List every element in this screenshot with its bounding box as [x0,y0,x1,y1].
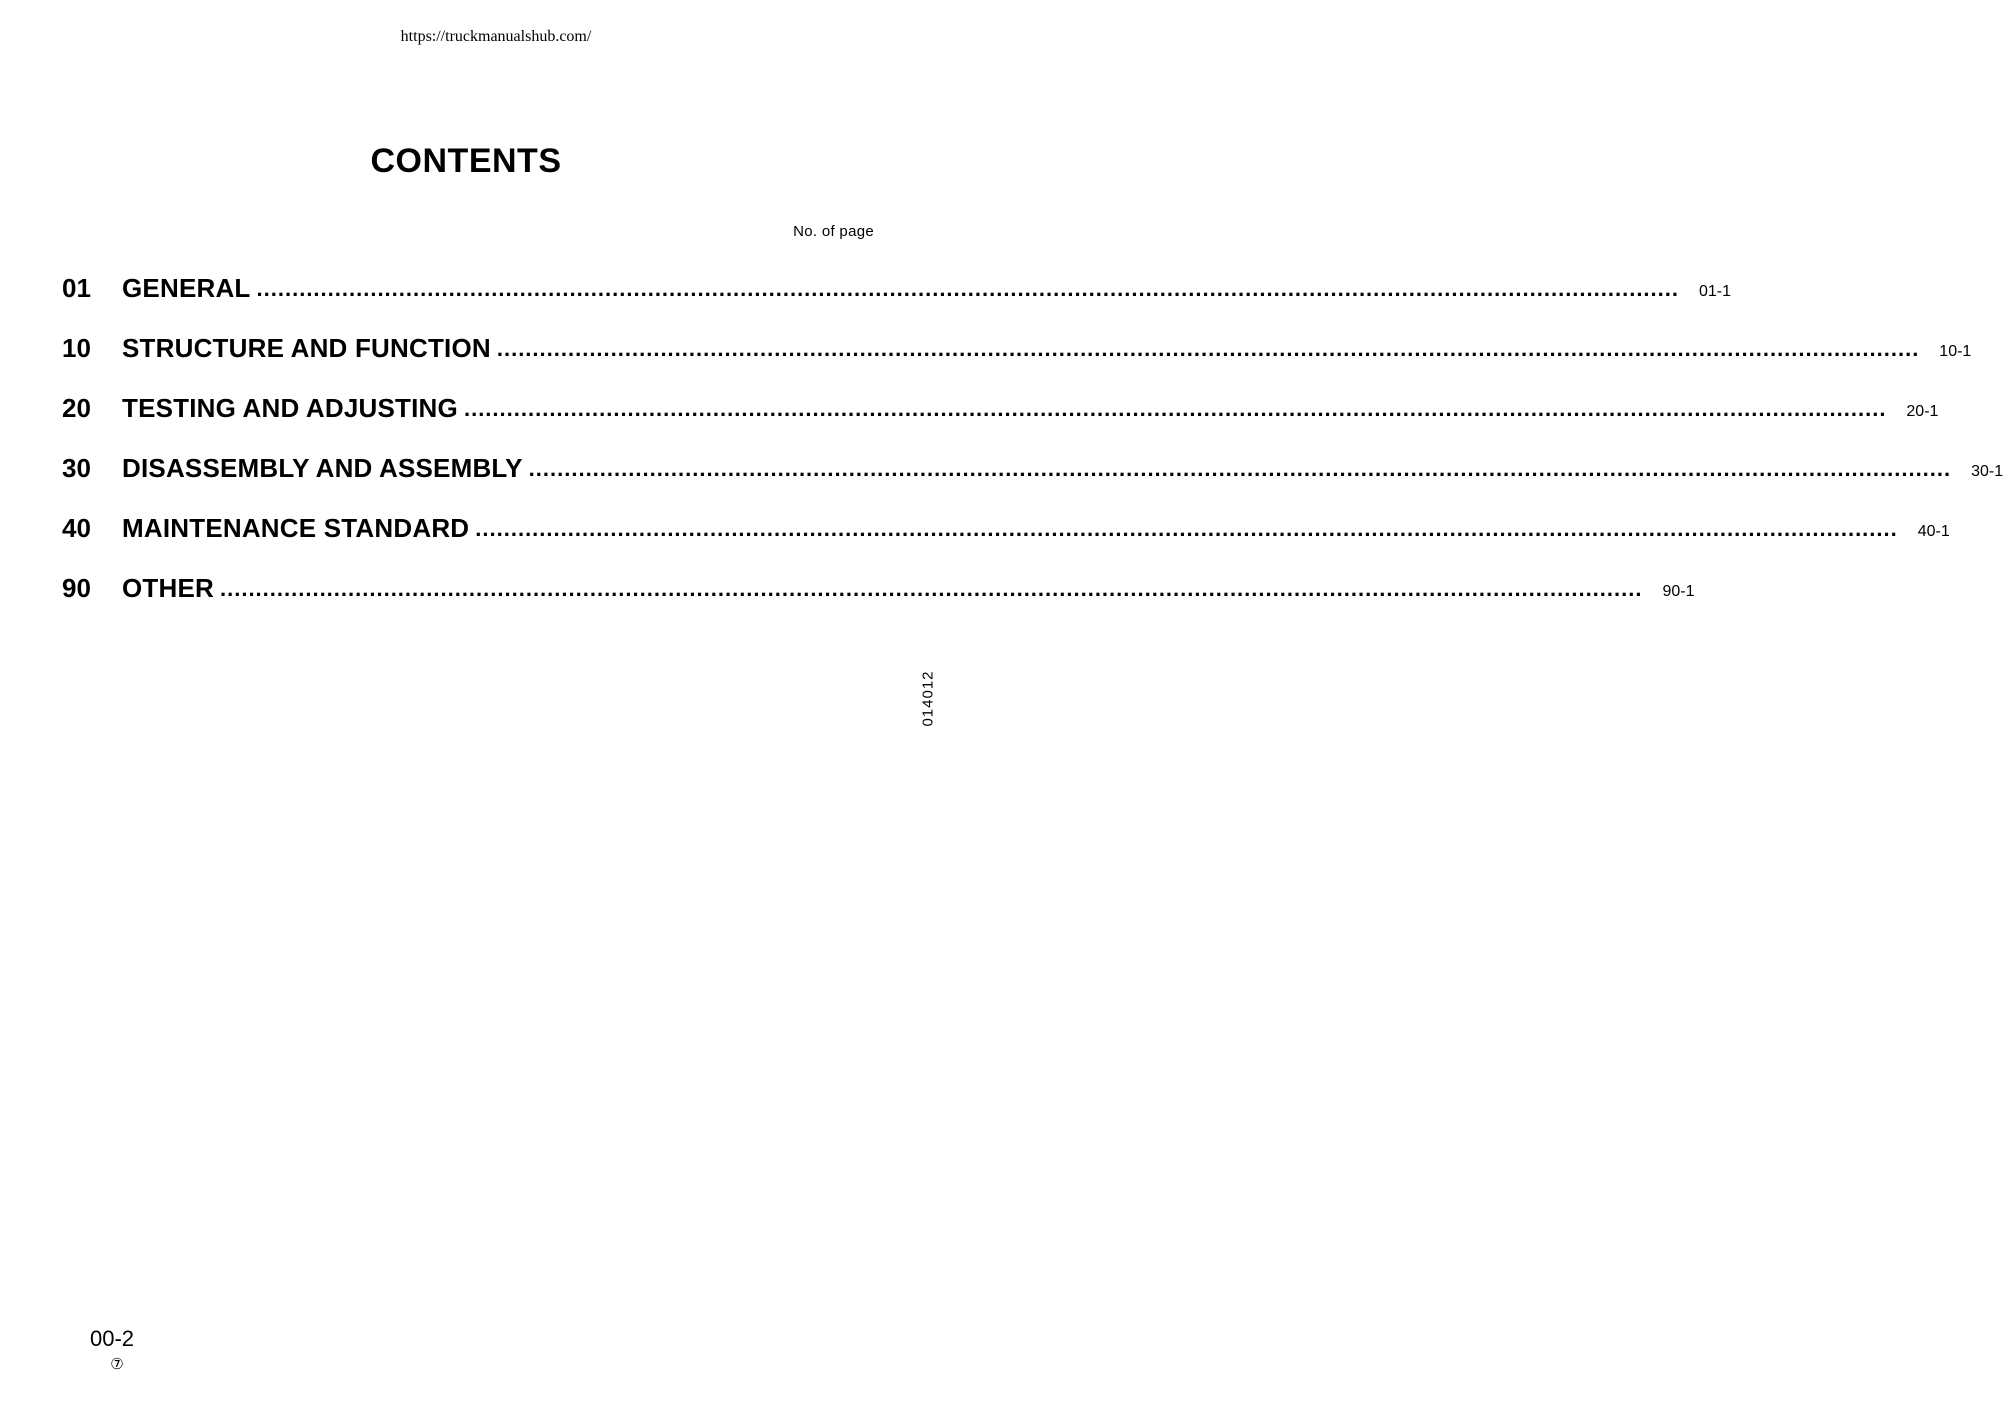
toc-entry-number: 90 [62,572,91,603]
toc-entry-title: MAINTENANCE STANDARD [122,512,470,543]
dot-leader: ........................................................................................................................................................................................................ [463,396,1887,421]
document-code-vertical: 014012 [919,670,937,727]
toc-entry-page: 20-1 [1906,403,1939,420]
toc-entry-page: 30-1 [1971,463,2003,480]
toc-entry-number: 20 [62,392,91,423]
dot-leader: ........................................................................................................................................................................................................ [496,336,1920,361]
toc-entry-page: 01-1 [1698,283,1731,300]
page-title: CONTENTS [370,142,562,180]
toc-entry-testing-and-adjusting [62,378,1939,438]
toc-entry-title: STRUCTURE AND FUNCTION [122,332,491,363]
toc-entry-title: DISASSEMBLY AND ASSEMBLY [122,452,523,483]
toc-entry-page: 10-1 [1939,343,1972,360]
dot-leader: ........................................................................................................................................................................................................ [528,456,1952,481]
toc-entry-general [62,258,1731,318]
dot-leader: ........................................................................................................................................................................................................ [256,276,1679,301]
source-url: https://truckmanualshub.com/ [400,28,592,45]
dot-leader: ........................................................................................................................................................................................................ [220,576,1643,601]
toc-entry-number: 01 [62,272,91,303]
toc-entry-page: 90-1 [1662,583,1695,600]
toc-entry-number: 10 [62,332,91,363]
toc-entry-number: 30 [62,452,91,483]
table-of-contents [62,258,2003,618]
page-column-header: No. of page [793,223,874,240]
toc-entry-disassembly-and-assembly [62,438,2003,498]
toc-entry-title: GENERAL [122,272,251,303]
toc-entry-page: 40-1 [1917,523,1950,540]
dot-leader: ........................................................................................................................................................................................................ [475,516,1898,541]
revision-mark: ⑦ [110,1356,124,1373]
toc-entry-structure-and-function [62,318,1972,378]
toc-entry-maintenance-standard [62,498,1950,558]
toc-entry-title: TESTING AND ADJUSTING [122,392,458,423]
toc-entry-other [62,558,1695,618]
toc-entry-number: 40 [62,512,91,543]
toc-entry-title: OTHER [122,572,214,603]
page-number: 00-2 [90,1326,135,1351]
